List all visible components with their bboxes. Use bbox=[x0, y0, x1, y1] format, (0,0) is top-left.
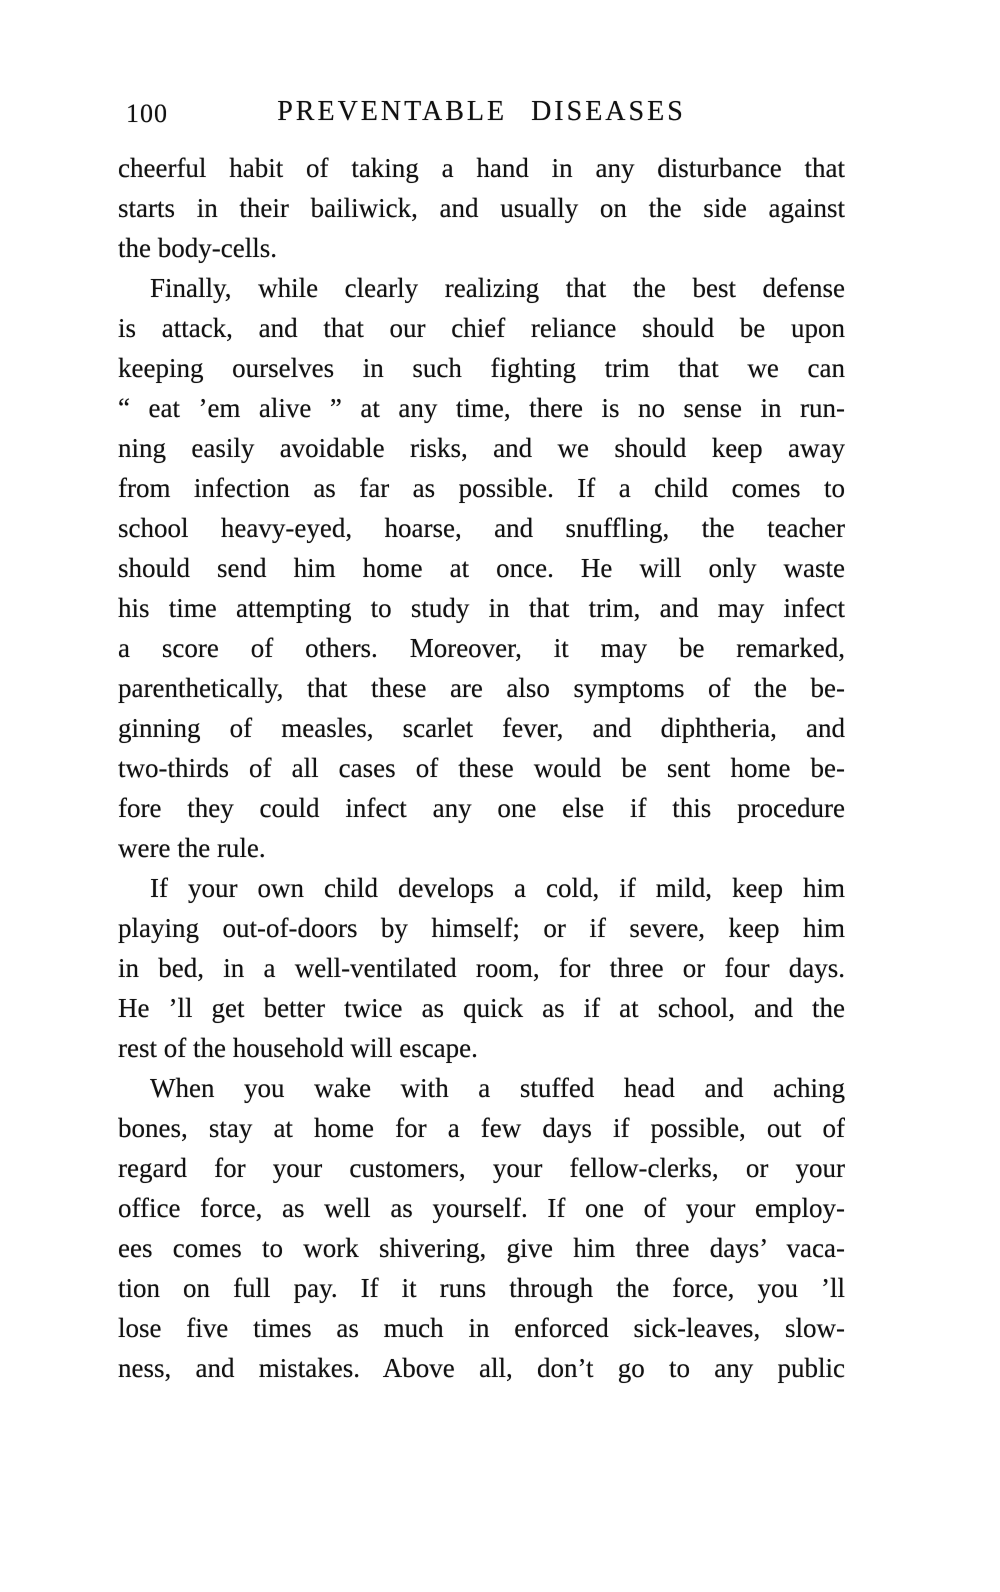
text-line: his time attempting to study in that trim, and may infect bbox=[118, 593, 845, 623]
text-line: from infection as far as possible. If a child comes to bbox=[118, 473, 845, 503]
text-line: ness, and mistakes. Above all, don’t go to any public bbox=[118, 1353, 845, 1383]
text-line: rest of the household will escape. bbox=[118, 1033, 478, 1063]
text-line: lose five times as much in enforced sick-leaves, slow- bbox=[118, 1313, 845, 1343]
text-line: starts in their bailiwick, and usually on the side against bbox=[118, 193, 845, 223]
text-line: playing out-of-doors by himself; or if severe, keep him bbox=[118, 913, 845, 943]
text-line: “ eat ’em alive ” at any time, there is no sense in run- bbox=[118, 393, 845, 423]
body-text bbox=[118, 148, 845, 1388]
text-line: fore they could infect any one else if this procedure bbox=[118, 793, 845, 823]
text-line: When you wake with a stuffed head and aching bbox=[150, 1073, 845, 1103]
text-line: cheerful habit of taking a hand in any disturbance that bbox=[118, 153, 845, 183]
text-line: two-thirds of all cases of these would be sent home be- bbox=[118, 753, 845, 783]
text-line: the body-cells. bbox=[118, 233, 277, 263]
text-line: ginning of measles, scarlet fever, and diphtheria, and bbox=[118, 713, 845, 743]
text-line: were the rule. bbox=[118, 833, 266, 863]
page-number: 100 bbox=[126, 99, 168, 128]
page-header bbox=[118, 96, 845, 130]
text-line: regard for your customers, your fellow-clerks, or your bbox=[118, 1153, 845, 1183]
text-line: in bed, in a well-ventilated room, for three or four days. bbox=[118, 953, 845, 983]
text-line: He ’ll get better twice as quick as if at school, and the bbox=[118, 993, 845, 1023]
text-line: should send him home at once. He will only waste bbox=[118, 553, 845, 583]
text-line: ees comes to work shivering, give him three days’ vaca- bbox=[118, 1233, 845, 1263]
text-line: parenthetically, that these are also symptoms of the be- bbox=[118, 673, 845, 703]
text-line: a score of others. Moreover, it may be remarked, bbox=[118, 633, 845, 663]
text-line: keeping ourselves in such fighting trim that we can bbox=[118, 353, 845, 383]
text-line: If your own child develops a cold, if mild, keep him bbox=[150, 873, 845, 903]
text-line: tion on full pay. If it runs through the force, you ’ll bbox=[118, 1273, 845, 1303]
text-line: bones, stay at home for a few days if possible, out of bbox=[118, 1113, 845, 1143]
text-line: school heavy-eyed, hoarse, and snuffling, the teacher bbox=[118, 513, 845, 543]
text-line: is attack, and that our chief reliance should be upon bbox=[118, 313, 845, 343]
running-title: PREVENTABLE DISEASES bbox=[277, 96, 686, 127]
text-line: office force, as well as yourself. If one of your employ- bbox=[118, 1193, 845, 1223]
text-line: ning easily avoidable risks, and we should keep away bbox=[118, 433, 845, 463]
text-line: Finally, while clearly realizing that the best defense bbox=[150, 273, 845, 303]
